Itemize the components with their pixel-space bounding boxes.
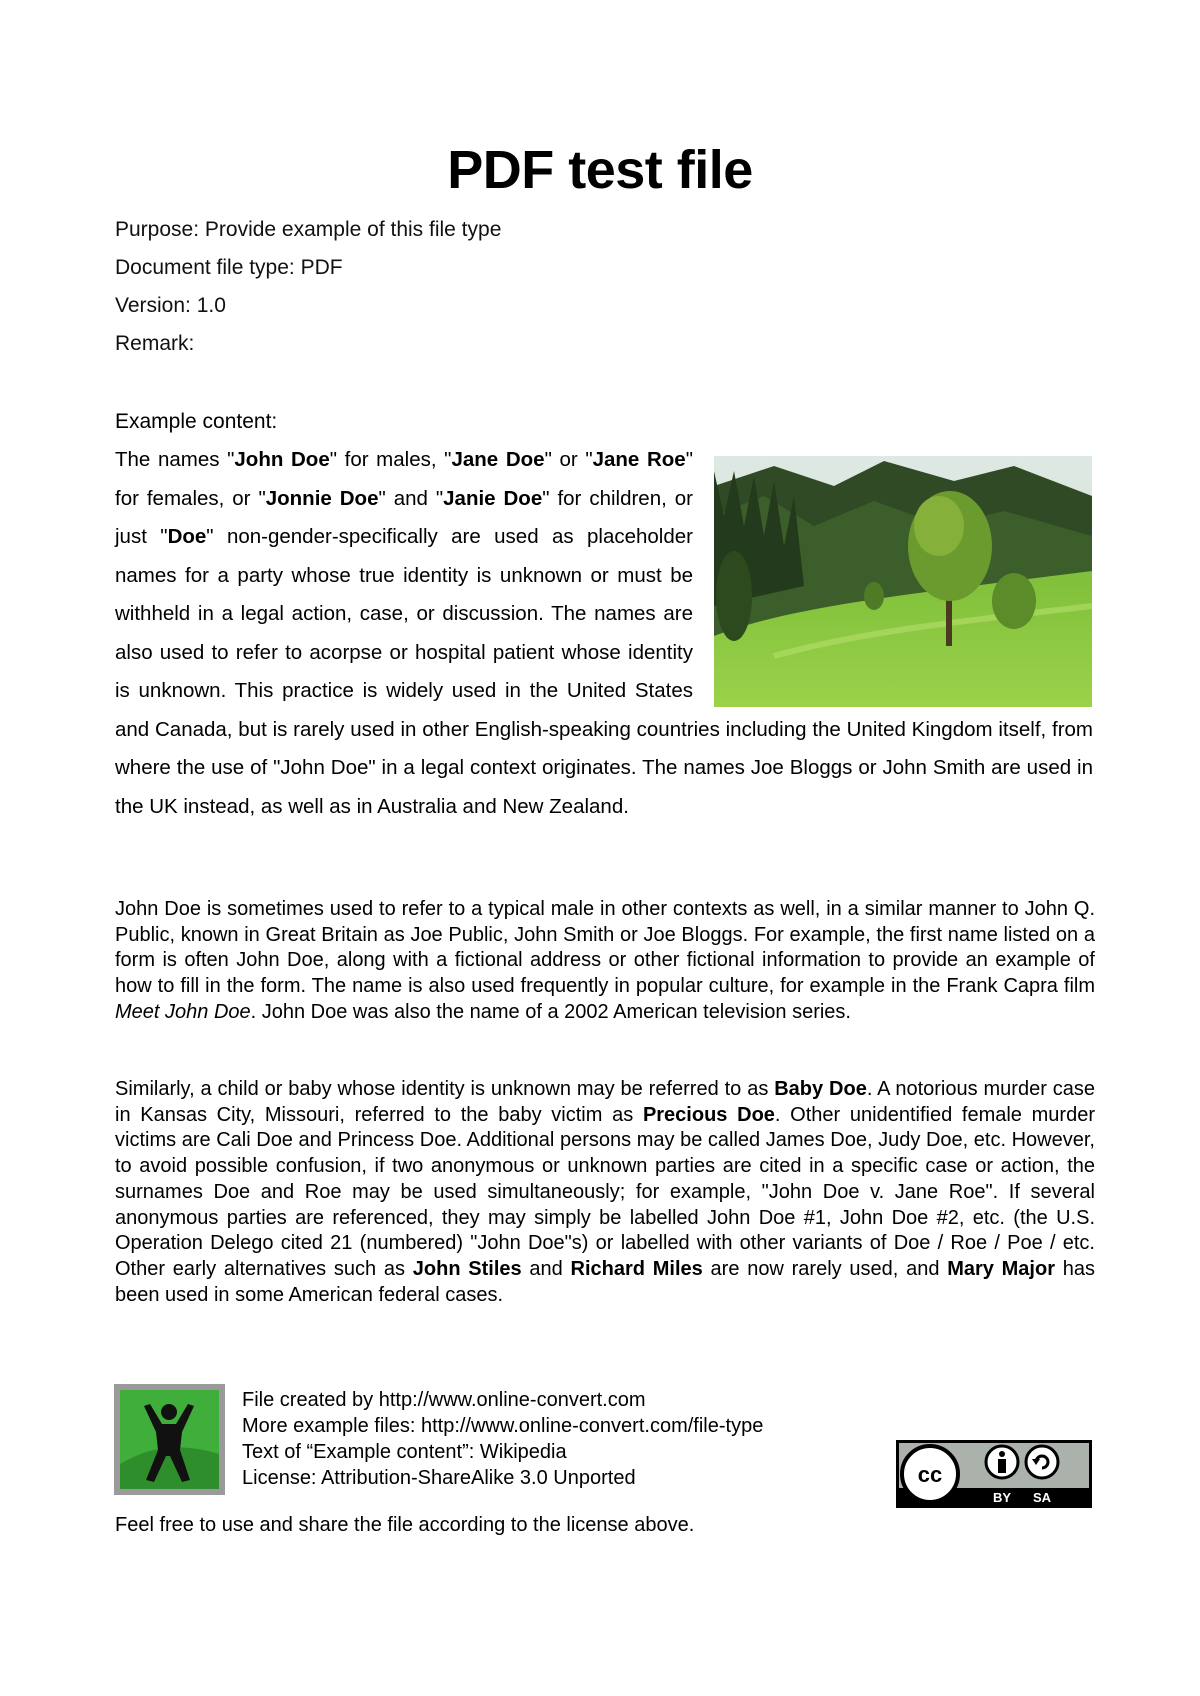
p3-text-4: and [521, 1257, 571, 1280]
cc-by-sa-badge [896, 1440, 1092, 1508]
p3-text-5: are now rarely used, and [702, 1257, 948, 1280]
p3-bold-mary-major: Mary Major [947, 1257, 1055, 1280]
p3-text-2: . A notorious murder case in Kansas City, Missouri, referred to the baby victim as [115, 1078, 1096, 1126]
p1-text-6: " for children, or just " [115, 486, 693, 548]
p3-text-3: . Other unidentified female murder victims are Cali Doe and Princess Doe. Additional persons may be called James Doe, Judy Doe, etc. However, to avoid possible confusion, if two anonymous or unknown parties are cited in a specific case or action, the surnames Doe and Roe may be used simultaneously; for example, "John Doe v. Jane Roe". If several anonymous parties are referenced, they may simply be labelled John Doe #1, John Doe #2, etc. (the U.S. Operation Delego cited 21 (numbered) "John Doe"s) or labelled with other variants of Doe / Roe / Poe / etc. Other early alternatives such as [115, 1103, 1095, 1280]
p1-text-1: The names " [115, 448, 235, 471]
svg-text:cc: cc [917, 1462, 943, 1487]
paragraph-3 [115, 1077, 1095, 1308]
p3-bold-richard-miles: Richard Miles [570, 1257, 703, 1280]
p1-bold-jonnie-doe: Jonnie Doe [265, 486, 379, 510]
badge-by-label: BY [992, 1490, 1012, 1505]
footer-license: License: Attribution-ShareAlike 3.0 Unported [242, 1467, 636, 1489]
example-content-heading: Example content: [115, 410, 278, 433]
footer-text-source: Text of “Example content”: Wikipedia [242, 1441, 567, 1463]
p1-text-2: " for males, " [329, 448, 452, 471]
p1-text-7: " non-gender-specifically are used as placeholder names for a party whose true identity is unknown or must be withheld in a legal action, case, or discussion. The names are also used to refer to acorpse or hospital patient whose identity is unknown. This practice is widely used in the United States and Canada, but is rarely used in other English-speaking countries including the United Kingdom itself, from where the use of "John Doe" in a legal context originates. The names Joe Bloggs or John Smith are used in the UK instead, as well as in Australia and New Zealand. [115, 525, 1093, 818]
meta-file-type: Document file type: PDF [115, 256, 343, 279]
p2-italic-film-title: Meet John Doe [115, 1000, 251, 1023]
meta-purpose: Purpose: Provide example of this file type [115, 218, 502, 241]
paragraph-1 [115, 441, 1093, 826]
p3-text-1: Similarly, a child or baby whose identity is unknown may be referred to as [115, 1078, 775, 1100]
photo-wrap-space [693, 441, 1093, 707]
online-convert-logo [114, 1384, 225, 1495]
p3-bold-baby-doe: Baby Doe [774, 1078, 867, 1100]
p1-text-3: " or " [544, 448, 593, 471]
meta-version: Version: 1.0 [115, 294, 226, 317]
p1-text-4: " for females, or " [115, 448, 693, 510]
footer-created-by: File created by http://www.online-convert.com [242, 1389, 646, 1411]
badge-sa-label: SA [1032, 1490, 1052, 1505]
p2-text-1: John Doe is sometimes used to refer to a typical male in other contexts as well, in a similar manner to John Q. Public, known in Great Britain as Joe Public, John Smith or Joe Bloggs. For example, the first name listed on a form is often John Doe, along with a fictional address or other fictional information to provide an example of how to fill in the form. The name is also used frequently in popular culture, for example in the Frank Capra film [115, 898, 1095, 998]
p2-text-2: . John Doe was also the name of a 2002 American television series. [250, 1000, 851, 1023]
p1-bold-doe: Doe [167, 525, 207, 548]
p1-bold-jane-roe: Jane Roe [592, 448, 686, 471]
document-title: PDF test file [447, 140, 753, 200]
footer-more-examples: More example files: http://www.online-convert.com/file-type [242, 1415, 764, 1437]
p1-text-5: " and " [378, 486, 444, 510]
p3-text-6: has been used in some American federal cases. [115, 1257, 1095, 1306]
paragraph-2 [115, 897, 1095, 1026]
p1-bold-jane-doe: Jane Doe [451, 448, 545, 471]
p3-bold-john-stiles: John Stiles [412, 1257, 522, 1280]
closing-note: Feel free to use and share the file according to the license above. [115, 1514, 695, 1536]
meta-remark: Remark: [115, 332, 195, 355]
share-alike-icon [1026, 1446, 1058, 1478]
p1-bold-janie-doe: Janie Doe [443, 486, 543, 510]
p1-bold-john-doe: John Doe [234, 448, 330, 471]
p3-bold-precious-doe: Precious Doe [642, 1103, 775, 1126]
